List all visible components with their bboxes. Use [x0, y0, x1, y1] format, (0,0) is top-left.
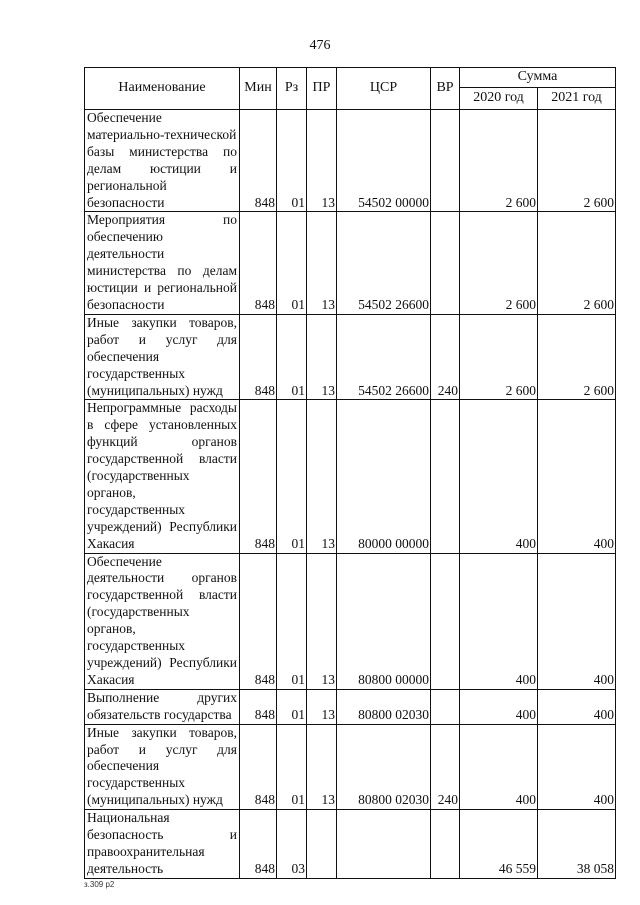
row-csr: 54502 26600	[337, 314, 431, 400]
header-year-2021: 2021 год	[538, 88, 616, 110]
row-csr: 54502 26600	[337, 212, 431, 314]
row-pr: 13	[307, 110, 337, 212]
table-row	[85, 689, 616, 724]
header-min: Мин	[240, 68, 277, 110]
row-rz: 03	[277, 810, 307, 879]
row-2021: 400	[538, 400, 616, 553]
row-name: Обеспечение материально-технической базы министерства по делам юстиции и региональной безопасности	[85, 110, 240, 212]
row-name: Иные закупки товаров, работ и услуг для обеспечения государственных (муниципальных) нужд	[85, 724, 240, 810]
row-rz: 01	[277, 212, 307, 314]
row-csr: 80800 02030	[337, 724, 431, 810]
table-body	[85, 110, 616, 879]
row-2020: 46 559	[460, 810, 538, 879]
footer-code: з.309 р2	[84, 880, 115, 889]
row-vr	[431, 689, 460, 724]
row-min: 848	[240, 314, 277, 400]
row-rz: 01	[277, 724, 307, 810]
row-csr: 80000 00000	[337, 400, 431, 553]
table-header	[85, 68, 616, 110]
row-vr	[431, 553, 460, 689]
row-2021: 400	[538, 724, 616, 810]
row-csr: 80800 00000	[337, 553, 431, 689]
row-2020: 2 600	[460, 314, 538, 400]
row-min: 848	[240, 110, 277, 212]
page-number: 476	[309, 38, 331, 53]
row-name: Выполнение других обязательств государства	[85, 689, 240, 724]
table-row	[85, 212, 616, 314]
table-row	[85, 314, 616, 400]
budget-table	[84, 67, 616, 879]
row-pr: 13	[307, 689, 337, 724]
row-rz: 01	[277, 110, 307, 212]
row-vr	[431, 110, 460, 212]
row-2020: 400	[460, 400, 538, 553]
row-vr: 240	[431, 724, 460, 810]
row-2021: 400	[538, 553, 616, 689]
row-name: Мероприятия по обеспечению деятельности министерства по делам юстиции и региональной безопасности	[85, 212, 240, 314]
table-row	[85, 400, 616, 553]
row-rz: 01	[277, 400, 307, 553]
row-min: 848	[240, 553, 277, 689]
row-csr: 54502 00000	[337, 110, 431, 212]
row-name: Иные закупки товаров, работ и услуг для обеспечения государственных (муниципальных) нужд	[85, 314, 240, 400]
row-pr: 13	[307, 724, 337, 810]
header-sum: Сумма	[460, 68, 616, 88]
row-2021: 38 058	[538, 810, 616, 879]
row-vr	[431, 400, 460, 553]
row-pr: 13	[307, 400, 337, 553]
header-year-2020: 2020 год	[460, 88, 538, 110]
row-pr	[307, 810, 337, 879]
row-2020: 2 600	[460, 110, 538, 212]
row-min: 848	[240, 400, 277, 553]
row-2021: 2 600	[538, 212, 616, 314]
header-vr: ВР	[431, 68, 460, 110]
row-2021: 2 600	[538, 314, 616, 400]
row-rz: 01	[277, 314, 307, 400]
row-rz: 01	[277, 689, 307, 724]
header-csr: ЦСР	[337, 68, 431, 110]
table-row	[85, 724, 616, 810]
row-2020: 2 600	[460, 212, 538, 314]
row-name: Национальная безопасность и правоохранительная деятельность	[85, 810, 240, 879]
header-name: Наименование	[85, 68, 240, 110]
row-min: 848	[240, 689, 277, 724]
row-2021: 2 600	[538, 110, 616, 212]
table-row	[85, 110, 616, 212]
header-pr: ПР	[307, 68, 337, 110]
row-rz: 01	[277, 553, 307, 689]
row-pr: 13	[307, 212, 337, 314]
row-min: 848	[240, 724, 277, 810]
row-pr: 13	[307, 314, 337, 400]
header-rz: Рз	[277, 68, 307, 110]
row-vr	[431, 810, 460, 879]
row-name: Обеспечение деятельности органов государственной власти (государственных органов, государственных учреждений) Республики Хакасия	[85, 553, 240, 689]
row-csr: 80800 02030	[337, 689, 431, 724]
table-row	[85, 553, 616, 689]
table-row	[85, 810, 616, 879]
row-vr: 240	[431, 314, 460, 400]
row-name: Непрограммные расходы в сфере установленных функций органов государственной власти (государственных органов, государственных учреждений) Республики Хакасия	[85, 400, 240, 553]
row-pr: 13	[307, 553, 337, 689]
row-min: 848	[240, 212, 277, 314]
row-2020: 400	[460, 553, 538, 689]
row-2020: 400	[460, 724, 538, 810]
row-vr	[431, 212, 460, 314]
row-2020: 400	[460, 689, 538, 724]
row-csr	[337, 810, 431, 879]
row-2021: 400	[538, 689, 616, 724]
row-min: 848	[240, 810, 277, 879]
